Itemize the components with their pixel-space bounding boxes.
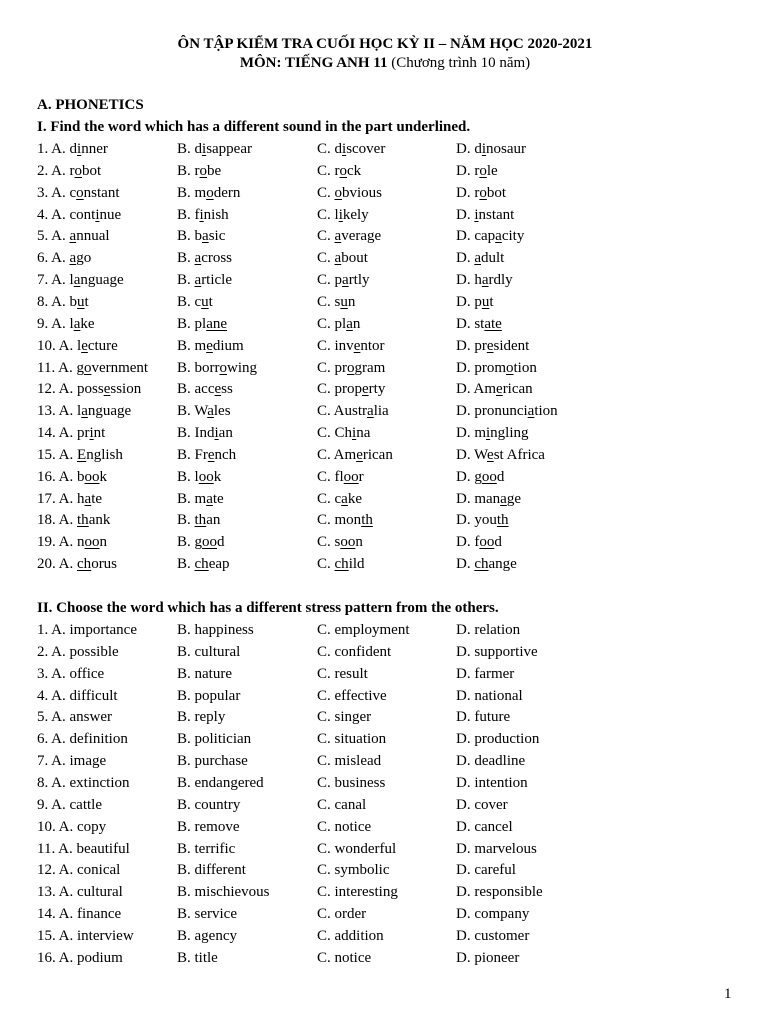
option-a: 10. A. copy: [37, 818, 107, 835]
option-a: 11. A. beautiful: [37, 840, 130, 857]
option-b: B. agency: [177, 927, 237, 944]
option-c: C. obvious: [317, 184, 383, 201]
underlined-part: th: [77, 512, 89, 529]
option-a: 2. A. robot: [37, 162, 102, 179]
underlined-part: i: [486, 425, 491, 442]
option-d: D. capacity: [456, 228, 525, 245]
underlined-part: o: [206, 184, 214, 201]
option-b: B. endangered: [177, 774, 264, 791]
underlined-part: i: [199, 206, 204, 223]
underlined-part: a: [527, 403, 535, 420]
option-a: 4. A. difficult: [37, 687, 118, 704]
option-c: C. cake: [317, 490, 363, 507]
option-c: C. effective: [317, 687, 387, 704]
option-d: D. West Africa: [456, 446, 545, 463]
underlined-part: i: [77, 141, 82, 157]
option-c: C. soon: [317, 534, 363, 551]
underlined-part: e: [81, 337, 88, 354]
underlined-part: a: [69, 250, 77, 267]
option-a: 20. A. chorus: [37, 556, 118, 573]
option-c: C. sun: [317, 293, 356, 310]
underlined-part: ate: [484, 315, 502, 332]
option-c: C. employment: [317, 622, 410, 638]
underlined-part: i: [95, 206, 100, 223]
option-d: D. manage: [456, 490, 522, 507]
program-note: (Chương trình 10 năm): [387, 55, 531, 71]
option-a: 19. A. noon: [37, 534, 108, 551]
option-d: D. production: [456, 731, 540, 748]
page-number: 1: [724, 986, 732, 1002]
option-b: B. basic: [177, 228, 226, 245]
option-c: C. confident: [317, 643, 392, 660]
option-c: C. discover: [317, 141, 386, 157]
option-a: 3. A. constant: [37, 184, 120, 201]
option-c: C. situation: [317, 731, 387, 748]
option-d: D. robot: [456, 184, 506, 201]
option-d: D. supportive: [456, 643, 538, 660]
option-a: 16. A. book: [37, 468, 108, 485]
option-b: B. robe: [177, 162, 222, 179]
option-a: 1. A. dinner: [37, 141, 108, 157]
option-b: B. finish: [177, 206, 229, 223]
underlined-part: a: [194, 272, 202, 289]
option-d: D. mingling: [456, 425, 529, 442]
option-c: C. wonderful: [317, 840, 397, 857]
underlined-part: o: [219, 359, 227, 376]
option-c: C. average: [317, 228, 382, 245]
option-b: B. borrowing: [177, 359, 257, 376]
option-b: B. different: [177, 862, 246, 879]
underlined-part: o: [339, 162, 347, 179]
underlined-part: i: [202, 141, 207, 157]
option-b: B. cultural: [177, 643, 241, 660]
option-c: C. singer: [317, 709, 372, 726]
option-b: B. cut: [177, 293, 213, 310]
underlined-part: a: [342, 272, 349, 289]
document-title: ÔN TẬP KIỂM TRA CUỐI HỌC KỲ II – NĂM HỌC 2020-2021: [177, 36, 593, 52]
underlined-part: o: [334, 184, 343, 201]
option-d: D. role: [456, 162, 498, 179]
subject-label: MÔN: TIẾNG ANH 11: [239, 55, 388, 71]
option-b: B. mate: [177, 490, 224, 507]
option-b: B. title: [177, 949, 218, 966]
option-c: C. result: [317, 665, 368, 682]
underlined-part: o: [74, 162, 82, 179]
option-b: B. cheap: [177, 556, 230, 573]
option-a: 1. A. importance: [37, 622, 137, 638]
option-d: D. cover: [456, 796, 508, 813]
option-d: D. future: [456, 709, 511, 726]
underlined-part: o: [479, 184, 487, 201]
option-b: B. access: [177, 381, 233, 398]
underlined-part: oo: [481, 468, 497, 485]
underlined-part: u: [77, 293, 85, 310]
underlined-part: a: [500, 490, 507, 507]
option-c: C. month: [317, 512, 373, 529]
underlined-part: i: [214, 425, 219, 442]
option-b: B. Indian: [177, 425, 233, 442]
option-c: C. addition: [317, 927, 384, 944]
option-b: B. good: [177, 534, 225, 551]
underlined-part: a: [73, 315, 81, 332]
option-c: C. symbolic: [317, 862, 390, 879]
option-a: 15. A. interview: [37, 927, 134, 944]
underlined-part: u: [201, 293, 209, 310]
option-c: C. business: [317, 774, 386, 791]
underlined-part: u: [481, 293, 490, 310]
underlined-part: o: [83, 359, 92, 376]
option-c: C. child: [317, 556, 365, 573]
option-d: D. dinosaur: [456, 141, 527, 157]
option-a: 16. A. podium: [37, 949, 123, 966]
option-b: B. French: [177, 446, 237, 463]
underlined-part: a: [206, 490, 213, 507]
underlined-part: ch: [77, 556, 92, 573]
underlined-part: a: [81, 403, 88, 420]
option-b: B. Wales: [177, 403, 231, 420]
underlined-part: o: [76, 184, 84, 201]
option-c: C. partly: [317, 272, 370, 289]
option-c: C. plan: [317, 315, 361, 332]
option-a: 10. A. lecture: [37, 337, 118, 354]
option-b: B. purchase: [177, 753, 248, 770]
option-d: D. hardly: [456, 272, 513, 289]
option-a: 3. A. office: [37, 665, 105, 682]
option-a: 9. A. cattle: [37, 796, 102, 813]
underlined-part: E: [77, 446, 87, 463]
underlined-part: th: [194, 512, 207, 529]
option-d: D. deadline: [456, 753, 526, 770]
underlined-part: o: [479, 162, 487, 179]
option-c: C. mislead: [317, 753, 382, 770]
option-c: C. notice: [317, 818, 372, 835]
underlined-part: i: [474, 206, 479, 223]
option-a: 14. A. print: [37, 425, 106, 442]
option-c: C. property: [317, 381, 386, 398]
option-a: 13. A. language: [37, 403, 132, 420]
option-a: 5. A. answer: [37, 709, 112, 726]
underlined-part: a: [341, 490, 348, 507]
option-c: C. about: [317, 250, 368, 267]
option-a: 14. A. finance: [37, 906, 122, 923]
underlined-part: ch: [474, 556, 489, 573]
option-a: 9. A. lake: [37, 315, 95, 332]
option-c: C. rock: [317, 162, 362, 179]
underlined-part: th: [361, 512, 373, 529]
option-a: 8. A. extinction: [37, 774, 130, 791]
option-a: 5. A. annual: [37, 228, 110, 245]
underlined-part: a: [346, 315, 353, 332]
option-a: 2. A. possible: [37, 643, 119, 660]
option-c: C. notice: [317, 949, 372, 966]
option-d: D. adult: [456, 250, 505, 267]
underlined-part: i: [89, 425, 94, 442]
option-d: D. intention: [456, 774, 528, 791]
option-d: D. national: [456, 687, 523, 704]
underlined-part: i: [352, 425, 357, 442]
option-a: 4. A. continue: [37, 206, 122, 223]
option-d: D. relation: [456, 622, 521, 638]
option-b: B. plane: [177, 315, 228, 332]
option-c: C. American: [317, 446, 393, 463]
option-d: D. good: [456, 468, 505, 485]
option-b: B. reply: [177, 709, 226, 726]
option-b: B. modern: [177, 184, 241, 201]
option-a: 6. A. definition: [37, 731, 128, 748]
underlined-part: a: [334, 250, 342, 267]
option-c: C. order: [317, 906, 367, 923]
option-c: C. inventor: [317, 337, 385, 354]
underlined-part: a: [202, 228, 209, 245]
underlined-part: a: [69, 228, 77, 245]
option-d: D. put: [456, 293, 494, 310]
underlined-part: oo: [84, 468, 100, 485]
option-c: C. canal: [317, 796, 367, 813]
option-a: 17. A. hate: [37, 490, 103, 507]
underlined-part: e: [206, 337, 213, 354]
option-d: D. food: [456, 534, 502, 551]
option-c: C. program: [317, 359, 386, 376]
underlined-part: e: [362, 381, 369, 398]
underlined-part: th: [496, 512, 509, 529]
option-c: C. floor: [317, 468, 364, 485]
option-b: B. across: [177, 250, 233, 267]
option-b: B. terrific: [177, 840, 236, 857]
underlined-part: e: [103, 381, 111, 398]
underlined-part: e: [214, 381, 222, 398]
underlined-part: a: [84, 490, 92, 507]
option-a: 11. A. government: [37, 359, 149, 376]
underlined-part: oo: [198, 468, 214, 485]
option-b: B. happiness: [177, 622, 254, 638]
option-b: B. remove: [177, 818, 240, 835]
option-d: D. responsible: [456, 884, 543, 901]
underlined-part: a: [481, 272, 489, 289]
option-b: B. look: [177, 468, 222, 485]
option-d: D. promotion: [456, 359, 537, 376]
option-d: D. marvelous: [456, 840, 537, 857]
underlined-part: ch: [194, 556, 209, 573]
underlined-part: oo: [340, 534, 356, 551]
part1-heading: I. Find the word which has a different sound in the part underlined.: [37, 119, 471, 135]
option-d: D. American: [456, 381, 533, 398]
underlined-part: a: [334, 228, 342, 245]
option-b: B. medium: [177, 337, 244, 354]
option-a: 12. A. possession: [37, 381, 142, 398]
option-d: D. customer: [456, 927, 530, 944]
option-b: B. nature: [177, 665, 232, 682]
underlined-part: o: [199, 162, 207, 179]
option-b: B. mischievous: [177, 884, 270, 901]
option-b: B. service: [177, 906, 237, 923]
option-b: B. article: [177, 272, 233, 289]
option-c: C. China: [317, 425, 371, 442]
option-b: B. disappear: [177, 141, 252, 157]
underlined-part: ane: [206, 315, 228, 332]
underlined-part: e: [356, 446, 363, 463]
underlined-part: e: [207, 446, 215, 463]
option-d: D. cancel: [456, 818, 513, 835]
underlined-part: oo: [202, 534, 218, 551]
option-d: D. change: [456, 556, 517, 573]
option-a: 13. A. cultural: [37, 884, 123, 901]
underlined-part: u: [340, 293, 348, 310]
underlined-part: e: [487, 446, 494, 463]
option-a: 8. A. but: [37, 293, 89, 310]
option-d: D. state: [456, 315, 502, 332]
underlined-part: i: [342, 141, 347, 157]
underlined-part: i: [338, 206, 343, 223]
option-a: 15. A. English: [37, 446, 123, 463]
underlined-part: e: [486, 337, 494, 354]
underlined-part: a: [474, 250, 482, 267]
option-d: D. company: [456, 906, 530, 923]
option-d: D. farmer: [456, 665, 515, 682]
underlined-part: oo: [84, 534, 100, 551]
underlined-part: a: [367, 403, 374, 420]
underlined-part: a: [194, 250, 202, 267]
option-d: D. pronunciation: [456, 403, 558, 420]
underlined-part: oo: [479, 534, 495, 551]
option-a: 6. A. ago: [37, 250, 92, 267]
option-d: D. careful: [456, 862, 516, 879]
underlined-part: o: [506, 359, 514, 376]
option-b: B. than: [177, 512, 221, 529]
underlined-part: ch: [334, 556, 349, 573]
option-c: C. interesting: [317, 884, 398, 901]
underlined-part: e: [353, 337, 361, 354]
underlined-part: o: [347, 359, 355, 376]
option-a: 7. A. image: [37, 753, 107, 770]
option-b: B. popular: [177, 687, 241, 704]
option-d: D. pioneer: [456, 949, 520, 966]
option-a: 18. A. thank: [37, 512, 111, 529]
underlined-part: oo: [343, 468, 359, 485]
underlined-part: e: [496, 381, 503, 398]
underlined-part: a: [207, 403, 214, 420]
option-a: 7. A. language: [37, 272, 124, 289]
option-d: D. president: [456, 337, 530, 354]
underlined-part: a: [495, 228, 502, 245]
underlined-part: i: [481, 141, 487, 157]
option-c: C. Australia: [317, 403, 389, 420]
document-subtitle: [0, 53, 770, 73]
option-d: D. youth: [456, 512, 509, 529]
option-b: B. country: [177, 796, 241, 813]
option-b: B. politician: [177, 731, 252, 748]
option-d: D. instant: [456, 206, 515, 223]
part2-heading: II. Choose the word which has a different stress pattern from the others.: [37, 600, 499, 616]
underlined-part: a: [73, 272, 81, 289]
option-c: C. likely: [317, 206, 369, 223]
option-a: 12. A. conical: [37, 862, 121, 879]
section-phonetics-heading: A. PHONETICS: [37, 97, 144, 113]
